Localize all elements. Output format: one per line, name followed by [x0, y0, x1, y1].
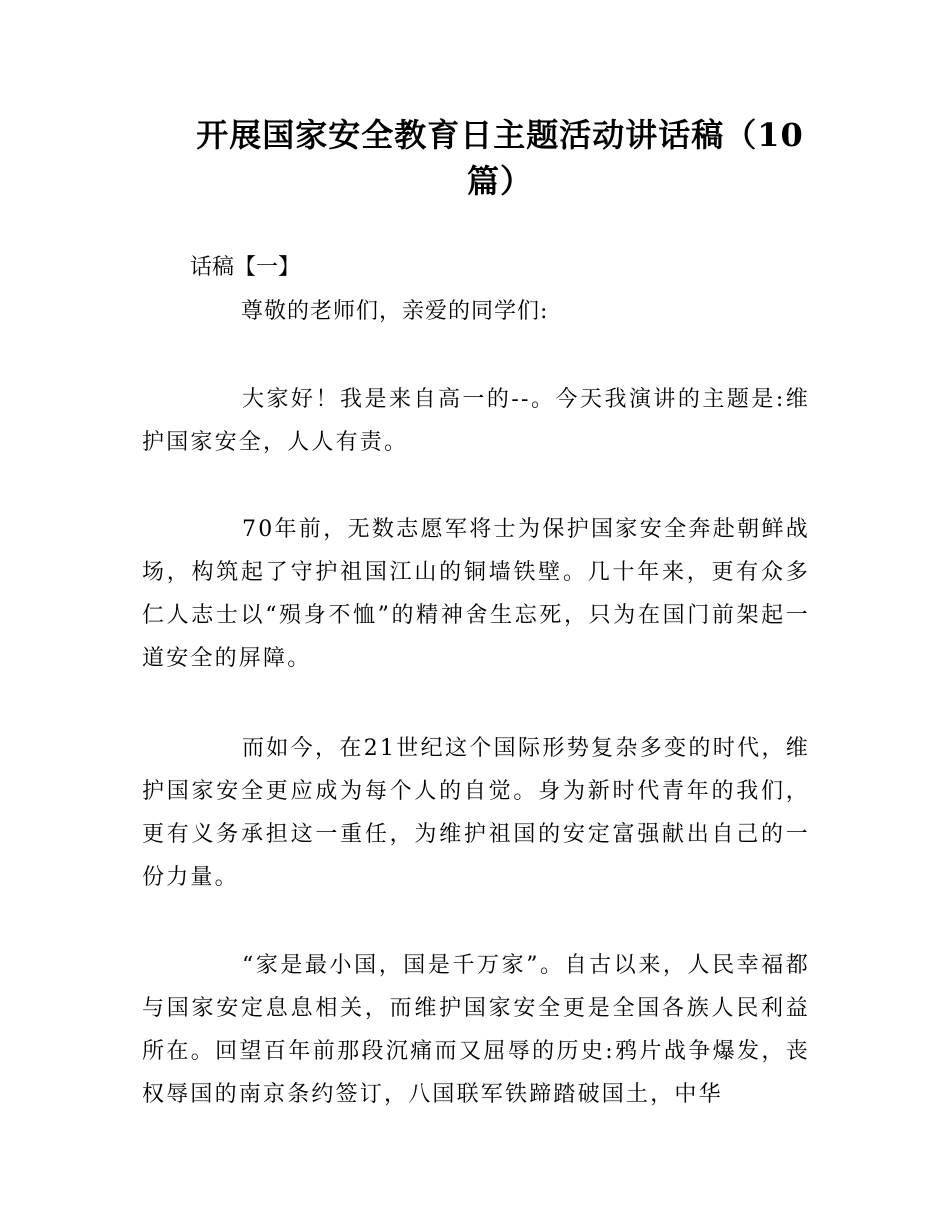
paragraph: 70年前，无数志愿军将士为保护国家安全奔赴朝鲜战场，构筑起了守护祖国江山的铜墙铁壁。几十年来，更有众多仁人志士以“殒身不恤”的精神舍生忘死，只为在国门前架起一道安全的屏障。 — [142, 517, 810, 671]
paragraph: 而如今，在21世纪这个国际形势复杂多变的时代，维护国家安全更应成为每个人的自觉。身为新时代青年的我们，更有义务承担这一重任，为维护祖国的安定富强献出自己的一份力量。 — [142, 736, 810, 890]
document-title: 开展国家安全教育日主题活动讲话稿（10篇） — [196, 116, 804, 200]
salutation: 尊敬的老师们，亲爱的同学们: — [241, 299, 549, 324]
section-label: 话稿【一】 — [190, 255, 301, 280]
paragraph: 大家好！我是来自高一的--。今天我演讲的主题是:维护国家安全，人人有责。 — [142, 387, 810, 455]
paragraph: “家是最小国，国是千万家”。自古以来，人民幸福都与国家安定息息相关，而维护国家安全更是全国各族人民利益所在。回望百年前那段沉痛而又屈辱的历史:鸦片战争爆发，丧权辱国的南京条约签订，八国联军铁蹄踏破国土，中华 — [142, 953, 810, 1107]
